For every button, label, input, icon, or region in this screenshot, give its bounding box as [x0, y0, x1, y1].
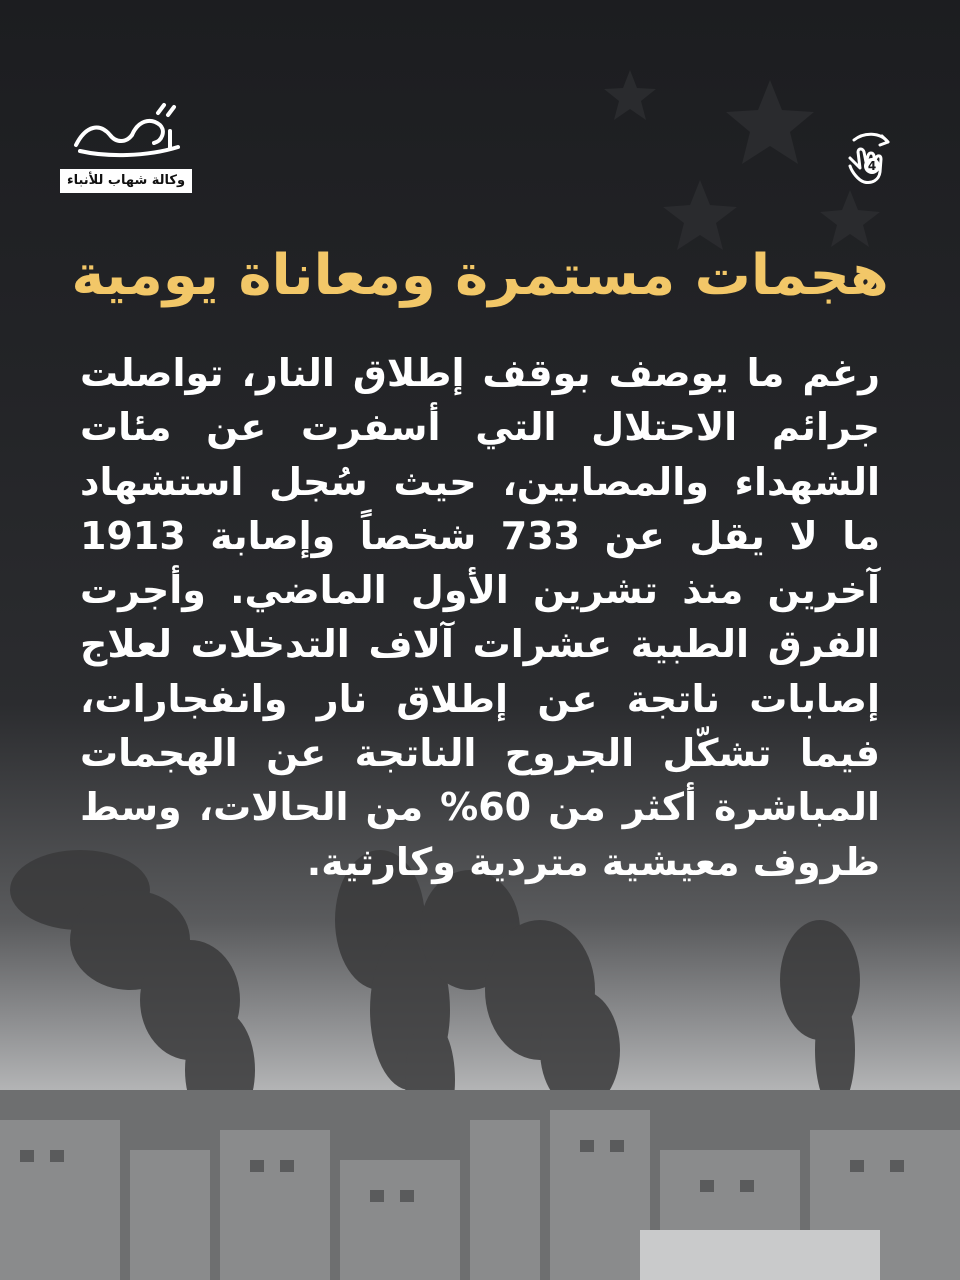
agency-logo [60, 95, 192, 205]
swipe-indicator[interactable] [836, 128, 900, 192]
headline: هجمات مستمرة ومعاناة يومية [71, 243, 889, 308]
body-paragraph: رغم ما يوصف بوقف إطلاق النار، تواصلت جرائم الاحتلال التي أسفرت عن مئات الشهداء والمصابين، حيث سُجل استشهاد ما لا يقل عن 733 شخصاً وإصابة 1913 آخرين منذ تشرين الأول الماضي. وأجرت الفرق الطبية عشرات آلاف التدخلات لعلاج إصابات ناتجة عن إطلاق نار وانفجارات، فيما تشكّل الجروح الناتجة عن الهجمات المباشرة أكثر من 60% من الحالات، وسط ظروف معيشية متردية وكارثية. [80, 351, 881, 884]
page-number: 4 [864, 158, 880, 174]
city-smoke-photo [0, 820, 960, 1280]
logo-caption: وكالة شهاب للأنباء [60, 169, 192, 193]
logo-script-mark [66, 95, 186, 165]
